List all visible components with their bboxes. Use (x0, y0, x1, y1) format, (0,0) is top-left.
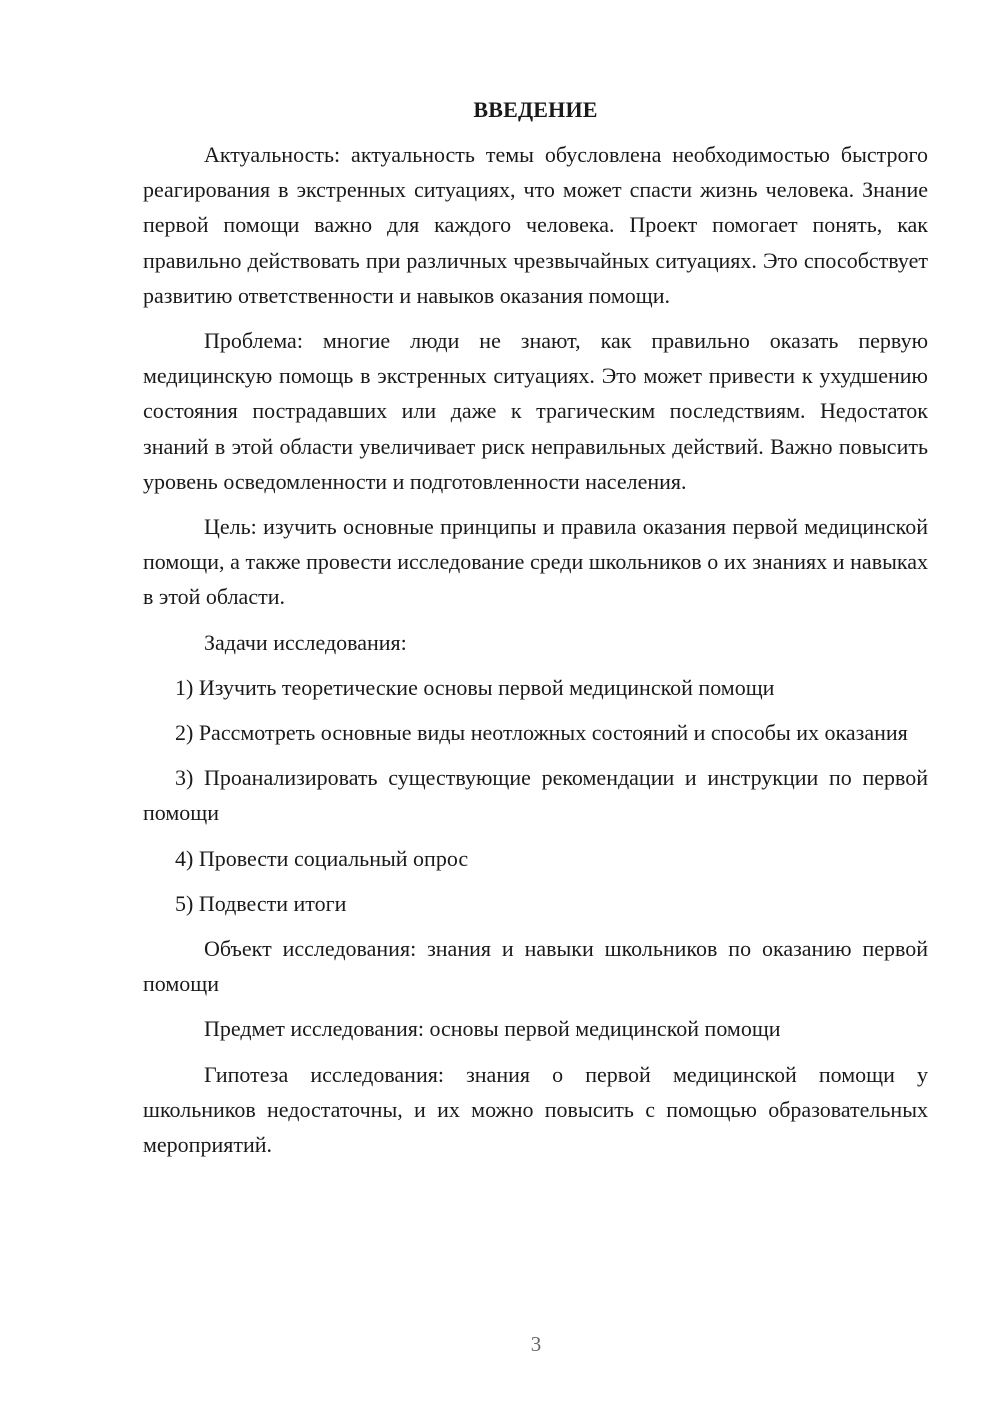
paragraph-relevance: Актуальность: актуальность темы обусловлена необходимостью быстрого реагирования в экстренных ситуациях, что может спасти жизнь человека. Знание первой помощи важно для каждого человека. Проект помогает понять, как правильно действовать при различных чрезвычайных ситуациях. Это способствует развитию ответственности и навыков оказания помощи. (143, 142, 928, 308)
task-item-5: 5) Подвести итоги (175, 890, 347, 916)
document-page (143, 92, 928, 1172)
paragraph-hypothesis: Гипотеза исследования: знания о первой медицинской помощи у школьников недостаточны, и их можно повысить с помощью образовательных мероприятий. (143, 1061, 928, 1158)
task-item-2: 2) Рассмотреть основные виды неотложных состояний и способы их оказания (175, 720, 908, 746)
tasks-heading: Задачи исследования: (204, 629, 407, 655)
paragraph-problem: Проблема: многие люди не знают, как правильно оказать первую медицинскую помощь в экстренных ситуациях. Это может привести к ухудшению состояния пострадавших или даже к трагическим последствиям. Недостаток знаний в этой области увеличивает риск неправильных действий. Важно повысить уровень осведомленности и подготовленности населения. (143, 328, 928, 494)
page-number: 3 (530, 1332, 542, 1356)
paragraph-subject: Предмет исследования: основы первой медицинской помощи (204, 1016, 781, 1042)
task-item-1: 1) Изучить теоретические основы первой медицинской помощи (175, 674, 775, 700)
section-title: ВВЕДЕНИЕ (473, 97, 598, 122)
task-item-3: 3) Проанализировать существующие рекомендации и инструкции по первой помощи (143, 765, 928, 826)
task-item-4: 4) Провести социальный опрос (175, 845, 469, 871)
paragraph-object: Объект исследования: знания и навыки школьников по оказанию первой помощи (143, 936, 928, 997)
paragraph-goal: Цель: изучить основные принципы и правила оказания первой медицинской помощи, а также провести исследование среди школьников о их знаниях и навыках в этой области. (143, 514, 928, 610)
